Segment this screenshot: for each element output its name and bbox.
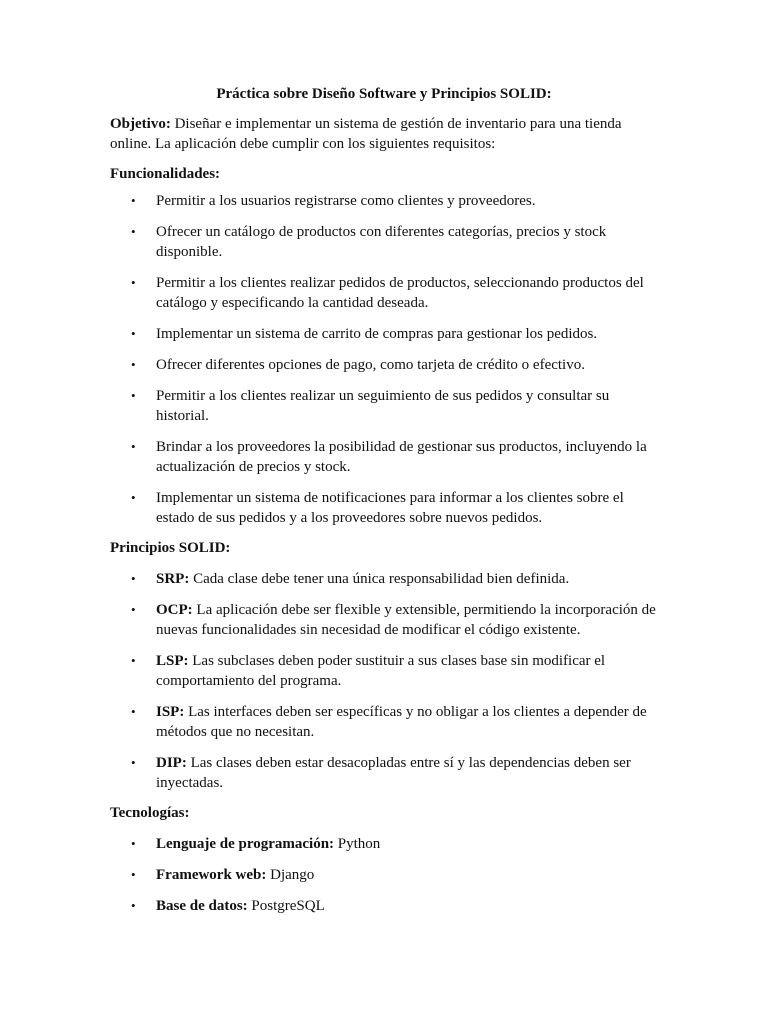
list-item	[110, 324, 658, 344]
list-item	[110, 222, 658, 262]
principle-label: ISP:	[156, 704, 185, 720]
list-item	[110, 569, 658, 589]
principle-label: DIP:	[156, 755, 187, 771]
bullet-icon: •	[131, 704, 136, 719]
list-item	[110, 600, 658, 640]
bullet-icon: •	[131, 275, 136, 290]
list-item	[110, 865, 658, 885]
list-item-text: Permitir a los usuarios registrarse como clientes y proveedores.	[156, 193, 536, 209]
technology-text: Python	[334, 836, 381, 852]
principle-text: La aplicación debe ser flexible y extensible, permitiendo la incorporación de nuevas funcionalidades sin necesidad de modificar el código existente.	[156, 602, 656, 638]
list-item-text: Implementar un sistema de carrito de compras para gestionar los pedidos.	[156, 326, 598, 342]
solid-heading: Principios SOLID:	[110, 540, 231, 556]
list-item	[110, 437, 658, 477]
solid-list	[110, 569, 658, 793]
list-item-text: Brindar a los proveedores la posibilidad de gestionar sus productos, incluyendo la actualización de precios y stock.	[156, 439, 647, 475]
bullet-icon: •	[131, 755, 136, 770]
list-item	[110, 191, 658, 211]
objective-label: Objetivo:	[110, 116, 171, 132]
list-item	[110, 834, 658, 854]
bullet-icon: •	[131, 439, 136, 454]
bullet-icon: •	[131, 357, 136, 372]
bullet-icon: •	[131, 653, 136, 668]
bullet-icon: •	[131, 836, 136, 851]
principle-text: Las interfaces deben ser específicas y no obligar a los clientes a depender de métodos que no necesitan.	[156, 704, 647, 740]
bullet-icon: •	[131, 193, 136, 208]
list-item	[110, 488, 658, 528]
principle-label: LSP:	[156, 653, 189, 669]
bullet-icon: •	[131, 388, 136, 403]
technology-label: Lenguaje de programación:	[156, 836, 335, 852]
principle-text: Las clases deben estar desacopladas entre sí y las dependencias deben ser inyectadas.	[156, 755, 631, 791]
list-item-text: Permitir a los clientes realizar un seguimiento de sus pedidos y consultar su historial.	[156, 388, 610, 424]
list-item	[110, 273, 658, 313]
technology-label: Base de datos:	[156, 898, 248, 914]
technology-label: Framework web:	[156, 867, 267, 883]
bullet-icon: •	[131, 326, 136, 341]
bullet-icon: •	[131, 224, 136, 239]
objective-paragraph	[110, 114, 658, 154]
technology-text: PostgreSQL	[247, 898, 325, 914]
list-item-text: Permitir a los clientes realizar pedidos de productos, seleccionando productos del catálogo y especificando la cantidad deseada.	[156, 275, 644, 311]
principle-text: Cada clase debe tener una única responsabilidad bien definida.	[189, 571, 570, 587]
principle-label: SRP:	[156, 571, 190, 587]
list-item-text: Ofrecer diferentes opciones de pago, como tarjeta de crédito o efectivo.	[156, 357, 585, 373]
list-item	[110, 702, 658, 742]
technologies-list	[110, 834, 658, 916]
bullet-icon: •	[131, 898, 136, 913]
bullet-icon: •	[131, 571, 136, 586]
principle-text: Las subclases deben poder sustituir a sus clases base sin modificar el comportamiento del programa.	[156, 653, 606, 689]
list-item	[110, 651, 658, 691]
list-item	[110, 386, 658, 426]
bullet-icon: •	[131, 490, 136, 505]
technologies-heading: Tecnologías:	[110, 805, 190, 821]
document-title: Práctica sobre Diseño Software y Principios SOLID:	[216, 86, 552, 102]
principle-label: OCP:	[156, 602, 193, 618]
list-item	[110, 355, 658, 375]
functionalities-heading: Funcionalidades:	[110, 166, 221, 182]
objective-text: Diseñar e implementar un sistema de gestión de inventario para una tienda online. La aplicación debe cumplir con los siguientes requisitos:	[110, 116, 622, 152]
bullet-icon: •	[131, 602, 136, 617]
technology-text: Django	[266, 867, 315, 883]
functionalities-list	[110, 191, 658, 528]
list-item-text: Ofrecer un catálogo de productos con diferentes categorías, precios y stock disponible.	[156, 224, 607, 260]
list-item-text: Implementar un sistema de notificaciones para informar a los clientes sobre el estado de sus pedidos y a los proveedores sobre nuevos pedidos.	[156, 490, 624, 526]
list-item	[110, 896, 658, 916]
list-item	[110, 753, 658, 793]
bullet-icon: •	[131, 867, 136, 882]
